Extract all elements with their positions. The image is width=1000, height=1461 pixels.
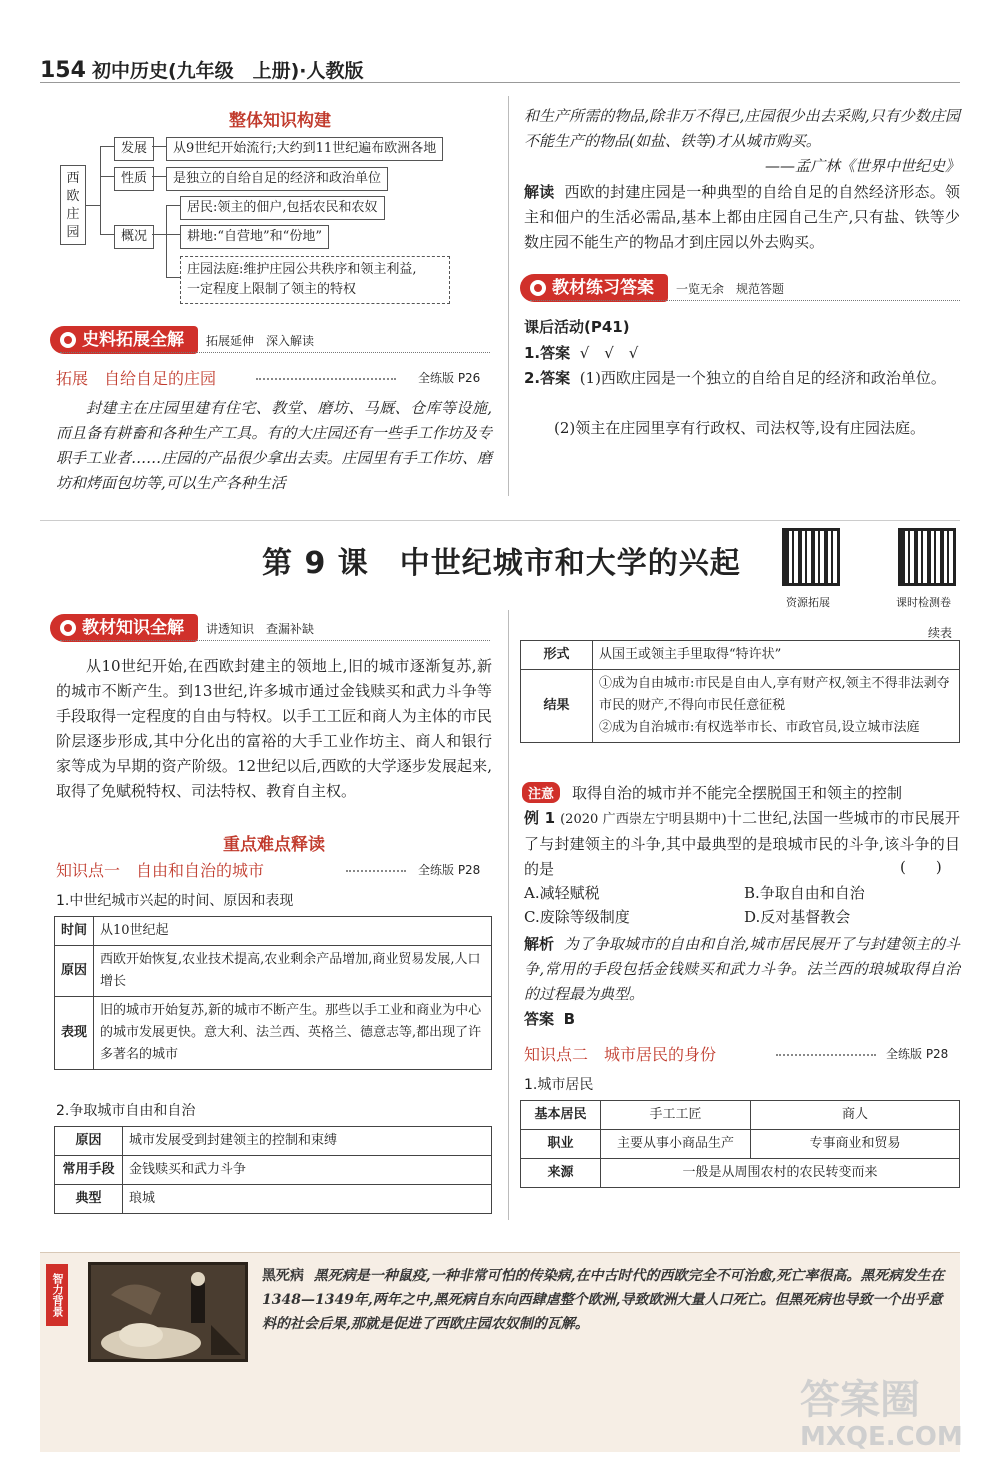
example-analysis	[524, 932, 960, 1007]
sub-heading-2: 2.争取城市自由和自治	[56, 1103, 196, 1119]
table-row: 典型 琅城	[55, 1185, 492, 1214]
header-rule	[40, 82, 960, 83]
example-analysis-label: 解析	[524, 935, 555, 953]
side-tag: 智力背景	[46, 1264, 68, 1326]
court-line-1: 庄园法庭:维护庄园公共秩序和领主利益,	[187, 262, 417, 277]
answers-banner	[520, 274, 784, 302]
example-answer-label: 答案	[524, 1010, 555, 1028]
ext-point	[56, 366, 496, 389]
example-label: 例 1	[524, 809, 556, 827]
kp2-label: 知识点二 城市居民的身份	[524, 1045, 717, 1064]
qr-resources-label: 资源拓展	[786, 596, 830, 609]
banner-icon	[530, 280, 546, 296]
kp1-ref: 全练版 P28	[418, 863, 481, 877]
kp2	[524, 1042, 964, 1065]
page-number: 154	[40, 58, 86, 83]
example-1	[524, 806, 960, 882]
knowledge-banner-title: 教材知识全解	[82, 618, 184, 638]
table-row: 职业 主要从事小商品生产 专事商业和贸易	[521, 1130, 960, 1159]
node-overview: 概况	[114, 225, 154, 249]
node-residents: 居民:领主的佃户,包括农民和农奴	[180, 196, 385, 220]
option-c[interactable]: C.废除等级制度	[524, 908, 630, 926]
option-d[interactable]: D.反对基督教会	[744, 908, 851, 926]
sub-heading-1: 1.中世纪城市兴起的时间、原因和表现	[56, 893, 294, 909]
plague-illustration	[88, 1262, 248, 1362]
answer-2a: (1)西欧庄园是一个独立的自给自足的经济和政治单位。	[579, 369, 946, 387]
option-a[interactable]: A.减轻赋税	[524, 884, 600, 902]
table-result	[520, 640, 960, 743]
table-row: 表现 旧的城市开始复苏,新的城市不断产生。那些以手工业和商业为中心的城市发展更快。意大利、法兰西、英格兰、德意志等,都出现了许多著名的城市	[55, 997, 492, 1070]
ext-analysis-label: 解读	[524, 183, 555, 201]
answer-2b: (2)领主在庄园里享有行政权、司法权等,设有庄园法庭。	[554, 419, 926, 437]
example-analysis-text: 为了争取城市的自由和自治,城市居民展开了与封建领主的斗争,常用的手段包括金钱赎买和武力斗争。法兰西的琅城取得自治的过程最为典型。	[524, 935, 960, 1003]
note-text: 取得自治的城市并不能完全摆脱国王和领主的控制	[572, 784, 903, 802]
table-row: 常用手段 金钱赎买和武力斗争	[55, 1156, 492, 1185]
node-development-text: 从9世纪开始流行;大约到11世纪遍布欧洲各地	[166, 137, 443, 161]
node-land: 耕地:“自营地”和“份地”	[180, 225, 329, 249]
example-source: (2020 广西崇左宁明县期中)	[560, 812, 727, 827]
note-tag: 注意	[522, 782, 560, 803]
qr-code-resources[interactable]	[782, 528, 840, 586]
watermark-logo: 答案圈	[800, 1377, 920, 1423]
knowledge-banner-sub: 讲透知识 查漏补缺	[206, 621, 315, 636]
ext-banner	[50, 326, 314, 354]
example-paren: ( )	[900, 858, 942, 876]
ext-quote-1: 封建主在庄园里建有住宅、教堂、磨坊、马厩、仓库等设施,而且备有耕畜和各种生产工具。有的大庄园还有一些手工作坊及专职手工业者……庄园的产品很少拿出去卖。庄园里有手工作坊、磨坊和烤面包坊等,可以生产各种生活	[56, 399, 492, 492]
node-nature: 性质	[114, 167, 154, 191]
plague-text	[262, 1264, 952, 1336]
table-row: 形式 从国王或领主手里取得“特许状”	[521, 641, 960, 670]
node-court	[180, 256, 450, 304]
table-row: 原因 西欧开始恢复,农业技术提高,农业剩余产品增加,商业贸易发展,人口增长	[55, 946, 492, 997]
answer-2-label: 2.答案	[524, 369, 571, 387]
answer-1	[524, 342, 638, 363]
activity-title: 课后活动(P41)	[524, 318, 630, 336]
ext-quote-source: ——孟广林《世界中世纪史》	[764, 157, 960, 175]
kp1-label: 知识点一 自由和自治的城市	[56, 861, 265, 880]
knowledge-banner	[50, 614, 314, 642]
example-answer	[524, 1008, 575, 1029]
kp1	[56, 858, 496, 881]
key-title: 重点难点释读	[223, 835, 325, 855]
qr-test-label: 课时检测卷	[896, 596, 951, 609]
knowledge-intro: 从10世纪开始,在西欧封建主的领地上,旧的城市逐渐复苏,新的城市不断产生。到13世纪,许多城市通过金钱赎买和武力斗争等手段取得一定程度的自由与特权。以手工工匠和商人为主体的市民阶层逐步形成,其中分化出的富裕的大手工业作坊主、商人和银行家等成为早期的资产阶级。12世纪以后,西欧的大学逐步发展起来,取得了免赋税特权、司法特权、教育自主权。	[56, 657, 492, 800]
book-title: 初中历史(九年级 上册)·人教版	[91, 60, 364, 82]
option-b[interactable]: B.争取自由和自治	[744, 884, 865, 902]
kp2-ref: 全练版 P28	[886, 1047, 949, 1061]
mindmap-root: 西欧庄园	[60, 165, 86, 245]
banner-icon	[60, 332, 76, 348]
ext-analysis	[524, 180, 960, 255]
node-nature-text: 是独立的自给自足的经济和政治单位	[166, 167, 388, 191]
mindmap-title: 整体知识构建	[229, 111, 331, 131]
example-question: 十二世纪,法国一些城市的市民展开了与封建领主的斗争,其中最典型的是琅城市民的斗争,该斗争的目的是	[524, 809, 960, 878]
plague-body: 黑死病是一种鼠疫,一种非常可怕的传染病,在中古时代的西欧完全不可治愈,死亡率很高。黑死病发生在1348—1349年,两年之中,黑死病自东向西肆虐整个欧洲,导致欧洲大量人口死亡。但黑死病也导致一个出乎意料的社会后果,那就是促进了西欧庄园农奴制的瓦解。	[262, 1268, 945, 1332]
banner-icon	[60, 620, 76, 636]
ext-quote-2: 和生产所需的物品,除非万不得已,庄园很少出去采购,只有少数庄园不能生产的物品(如盐、铁等)才从城市购买。	[524, 107, 960, 150]
column-divider	[508, 96, 509, 496]
table-row: 来源 一般是从周围农村的农民转变而来	[521, 1159, 960, 1188]
plague-picture-icon	[91, 1265, 248, 1362]
court-line-2: 一定程度上限制了领主的特权	[187, 282, 357, 297]
continued-label: 续表	[928, 626, 953, 640]
answer-1-label: 1.答案	[524, 344, 571, 362]
table-row: 时间 从10世纪起	[55, 917, 492, 946]
table-row: 原因 城市发展受到封建领主的控制和束缚	[55, 1127, 492, 1156]
lesson-title: 第 9 课 中世纪城市和大学的兴起	[262, 546, 741, 581]
answers-banner-title: 教材练习答案	[552, 278, 654, 298]
table-residents	[520, 1100, 960, 1188]
table-row: 结果 ①成为自由城市:市民是自由人,享有财产权,领主不得非法剥夺市民的财产,不得向市民任意征税 ②成为自治城市:有权选举市长、市政官员,设立城市法庭	[521, 670, 960, 743]
answer-2	[524, 366, 960, 391]
table-autonomy	[54, 1126, 492, 1214]
table-row: 基本居民 手工工匠 商人	[521, 1101, 960, 1130]
ext-point-ref: 全练版 P26	[418, 371, 481, 385]
sub-heading-3: 1.城市居民	[524, 1077, 594, 1093]
node-development: 发展	[114, 137, 154, 161]
table-city-rise	[54, 916, 492, 1070]
ext-banner-sub: 拓展延伸 深入解读	[206, 333, 315, 348]
page-header	[40, 56, 364, 83]
answer-1-text: √ √ √	[579, 344, 639, 362]
answers-banner-sub: 一览无余 规范答题	[676, 281, 785, 296]
ext-point-label: 拓展 自给自足的庄园	[56, 369, 217, 388]
example-answer-value: B	[563, 1010, 575, 1028]
plague-title: 黑死病	[262, 1268, 304, 1284]
ext-analysis-text: 西欧的封建庄园是一种典型的自给自足的自然经济形态。领主和佃户的生活必需品,基本上都由庄园自己生产,只有盐、铁等少数庄园不能生产的物品才到庄园以外去购买。	[524, 183, 960, 251]
watermark-url: MXQE.COM	[800, 1422, 963, 1452]
qr-code-test[interactable]	[898, 528, 956, 586]
ext-banner-title: 史料拓展全解	[82, 330, 184, 350]
